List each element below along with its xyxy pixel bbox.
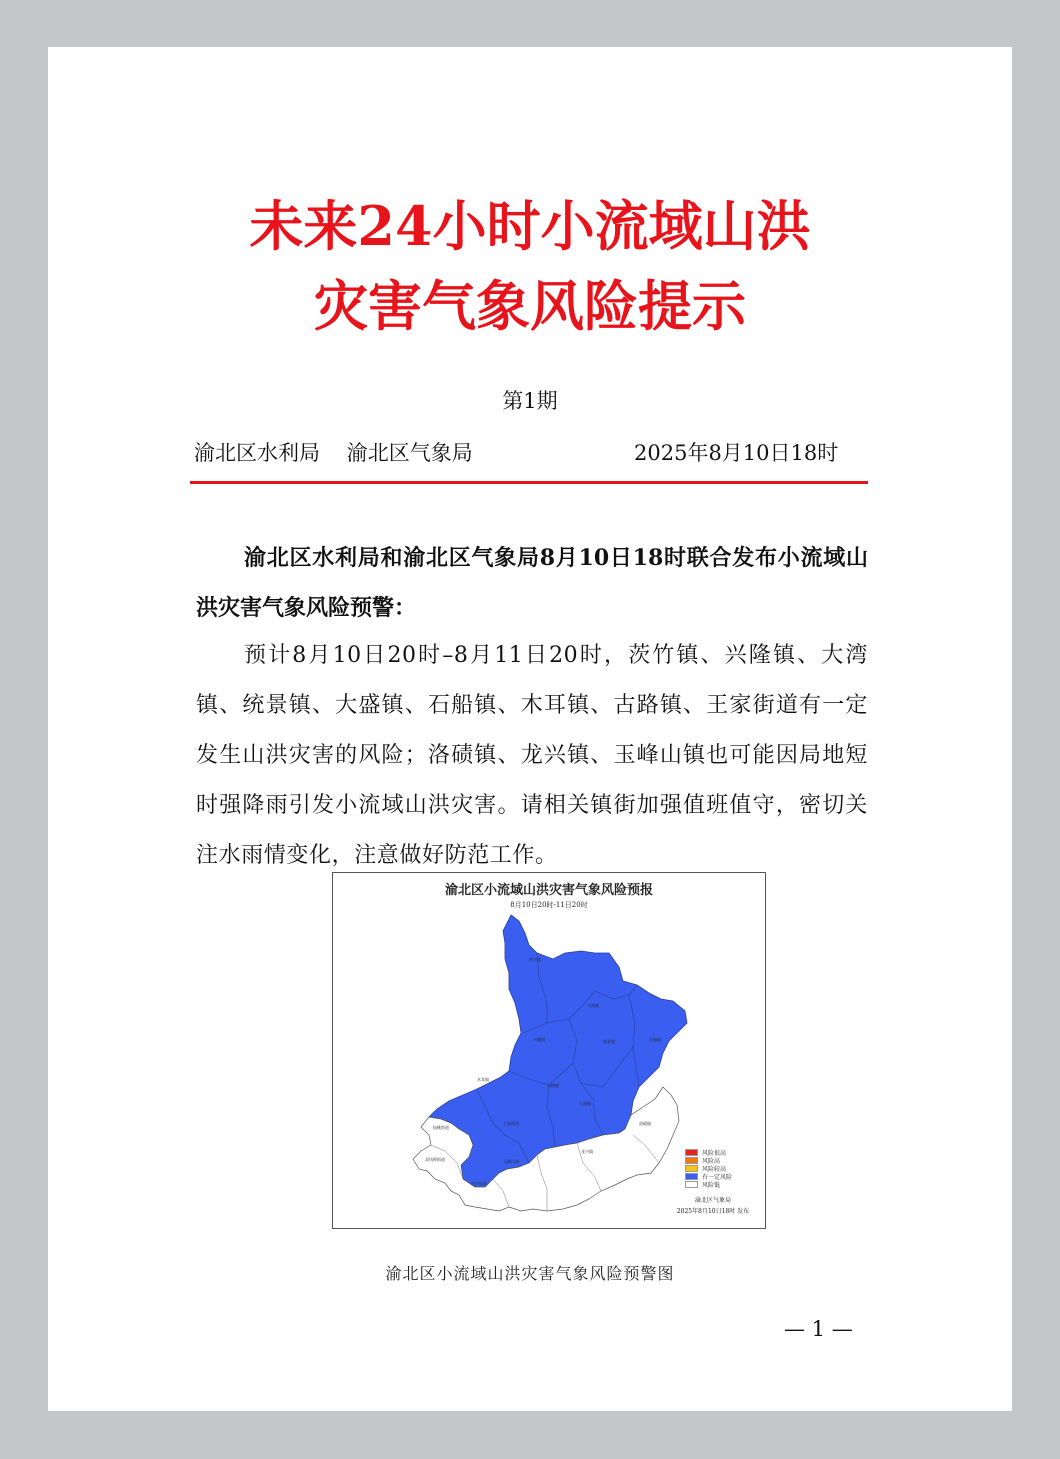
document-page bbox=[48, 47, 1012, 1411]
forecast-paragraph: 预计8月10日20时–8月11日20时，茨竹镇、兴隆镇、大湾镇、统景镇、大盛镇、石船镇、木耳镇、古路镇、王家街道有一定发生山洪灾害的风险；洛碛镇、龙兴镇、玉峰山镇也可能因局地短时强降雨引发小流域山洪灾害。请相关镇街加强值班值守，密切关注水雨情变化，注意做好防范工作。 bbox=[196, 643, 868, 868]
svg-text:兴隆镇: 兴隆镇 bbox=[533, 1037, 545, 1042]
map-legend bbox=[685, 1148, 732, 1188]
legend-swatch bbox=[685, 1181, 698, 1188]
map-title: 渝北区小流域山洪灾害气象风险预报 bbox=[444, 883, 653, 898]
svg-text:统景镇: 统景镇 bbox=[603, 1039, 615, 1044]
legend-label: 有一定风险 bbox=[702, 1173, 733, 1181]
document-title-line2: 灾害气象风险提示 bbox=[314, 274, 746, 338]
svg-text:茨竹镇: 茨竹镇 bbox=[529, 957, 541, 962]
legend-label: 风险较高 bbox=[702, 1165, 727, 1173]
legend-label: 风险高 bbox=[702, 1157, 721, 1165]
legend-swatch bbox=[685, 1149, 698, 1156]
svg-text:大湾镇: 大湾镇 bbox=[587, 1003, 599, 1008]
svg-text:王家街道: 王家街道 bbox=[503, 1121, 519, 1126]
map-publish-date: 2025年8月10日18时 发布 bbox=[676, 1208, 750, 1215]
page-number: — 1 — bbox=[784, 1317, 853, 1341]
issue-date: 2025年8月10日18时 bbox=[634, 441, 839, 465]
map-subtitle: 8月10日20时-11日20时 bbox=[510, 901, 588, 909]
svg-text:石船镇: 石船镇 bbox=[649, 1037, 661, 1042]
intro-paragraph: 渝北区水利局和渝北区气象局8月10日18时联合发布小流域山洪灾害气象风险预警： bbox=[196, 545, 868, 621]
legend-swatch bbox=[685, 1157, 698, 1164]
legend-item bbox=[685, 1180, 732, 1188]
svg-text:大盛镇: 大盛镇 bbox=[579, 1101, 591, 1106]
svg-text:古路镇: 古路镇 bbox=[547, 1083, 559, 1088]
map-publisher: 渝北区气象局 bbox=[694, 1197, 731, 1204]
svg-text:龙兴镇: 龙兴镇 bbox=[581, 1149, 593, 1154]
svg-text:双凤桥街道: 双凤桥街道 bbox=[425, 1157, 445, 1162]
legend-label: 风险很高 bbox=[702, 1149, 727, 1157]
legend-swatch bbox=[685, 1165, 698, 1172]
header-divider bbox=[190, 481, 868, 484]
figure-caption: 渝北区小流域山洪灾害气象风险预警图 bbox=[385, 1264, 675, 1283]
risk-map-figure bbox=[332, 872, 766, 1229]
svg-text:洛碛镇: 洛碛镇 bbox=[639, 1121, 651, 1126]
issue-number: 第1期 bbox=[502, 389, 558, 413]
svg-text:玉峰山镇: 玉峰山镇 bbox=[503, 1159, 519, 1164]
svg-text:回兴街道: 回兴街道 bbox=[471, 1181, 487, 1186]
svg-text:仙桃街道: 仙桃街道 bbox=[433, 1125, 449, 1130]
svg-text:木耳镇: 木耳镇 bbox=[477, 1077, 489, 1082]
legend-label: 风险低 bbox=[702, 1181, 721, 1189]
document-title-line1: 未来24小时小流域山洪 bbox=[249, 194, 811, 258]
legend-swatch bbox=[685, 1173, 698, 1180]
issuer-names: 渝北区水利局 渝北区气象局 bbox=[194, 441, 473, 465]
